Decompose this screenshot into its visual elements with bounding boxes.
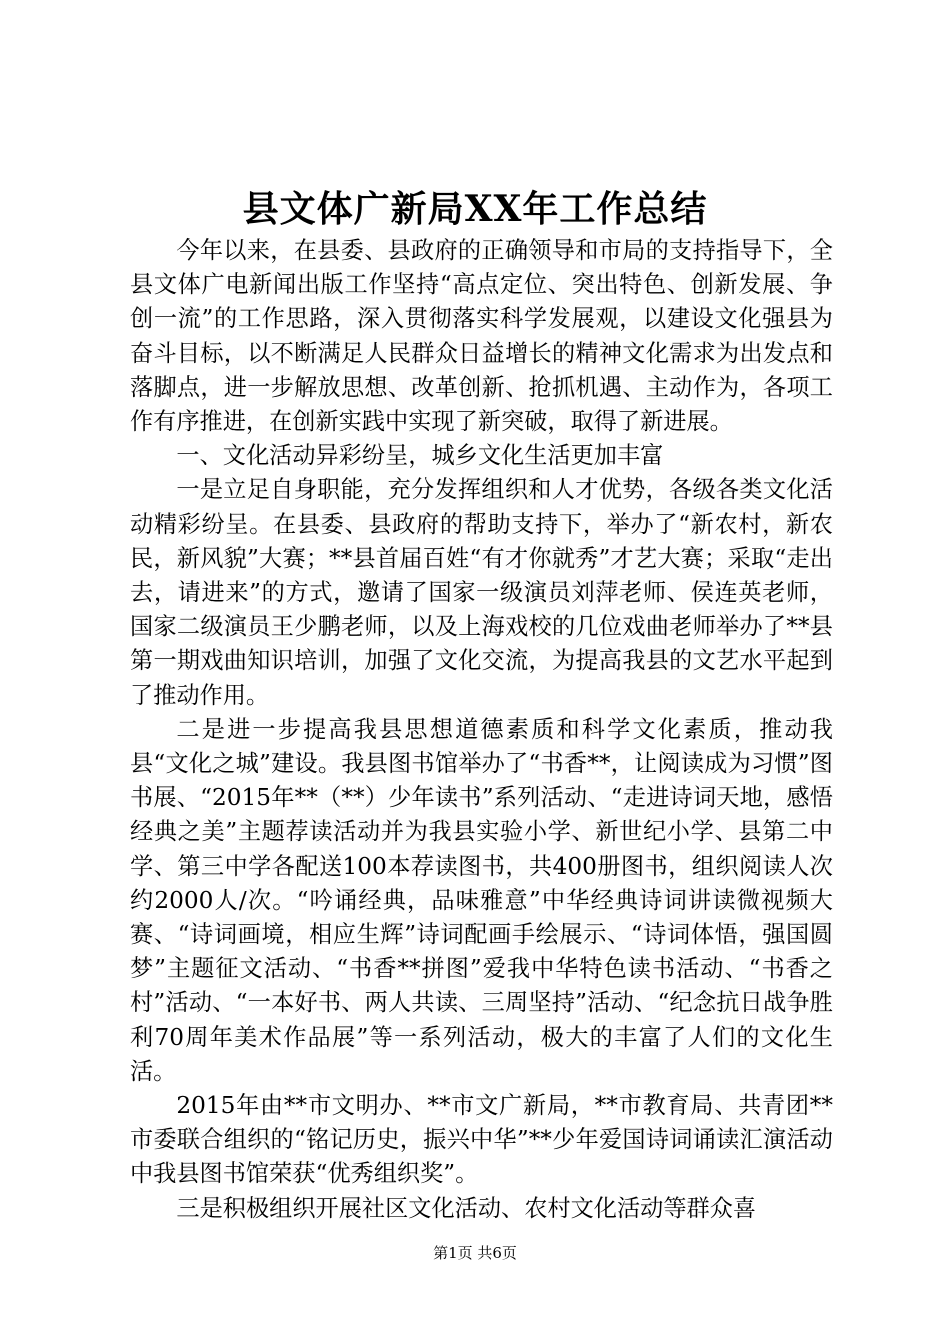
document-body: [130, 234, 833, 1226]
paragraph-item-two: 二是进一步提高我县思想道德素质和科学文化素质，推动我县“文化之城”建设。我县图书馆举办了“书香**，让阅读成为习惯”图书展、“2015年**（**）少年读书”系列活动、“走进诗词天地，感悟经典之美”主题荐读活动并为我县实验小学、新世纪小学、县第二中学、第三中学各配送100本荐读图书，共400册图书，组织阅读人次约2000人/次。“吟诵经典，品味雅意”中华经典诗词讲读微视频大赛、“诗词画境，相应生辉”诗词配画手绘展示、“诗词体悟，强国圆梦”主题征文活动、“书香**拼图”爱我中华特色读书活动、“书香之村”活动、“一本好书、两人共读、三周坚持”活动、“纪念抗日战争胜利70周年美术作品展”等一系列活动，极大的丰富了人们的文化生活。: [130, 715, 833, 1085]
page-footer: 第1页 共6页: [433, 1244, 517, 1262]
intro-paragraph: 今年以来，在县委、县政府的正确领导和市局的支持指导下，全县文体广电新闻出版工作坚持“高点定位、突出特色、创新发展、争创一流”的工作思路，深入贯彻落实科学发展观，以建设文化强县为奋斗目标，以不断满足人民群众日益增长的精神文化需求为出发点和落脚点，进一步解放思想、改革创新、抢抓机遇、主动作为，各项工作有序推进，在创新实践中实现了新突破，取得了新进展。: [130, 237, 833, 436]
document-title: 县文体广新局XX年工作总结: [242, 188, 708, 230]
section-heading: 一、文化活动异彩纷呈，城乡文化生活更加丰富: [176, 442, 664, 470]
paragraph-item-one: 一是立足自身职能，充分发挥组织和人才优势，各级各类文化活动精彩纷呈。在县委、县政府的帮助支持下，举办了“新农村，新农民，新风貌”大赛；**县首届百姓“有才你就秀”才艺大赛；采取“走出去，请进来”的方式，邀请了国家一级演员刘萍老师、侯连英老师，国家二级演员王少鹏老师，以及上海戏校的几位戏曲老师举办了**县第一期戏曲知识培训，加强了文化交流，为提高我县的文艺水平起到了推动作用。: [130, 476, 833, 709]
paragraph-item-three: 三是积极组织开展社区文化活动、农村文化活动等群众喜: [176, 1194, 757, 1222]
paragraph-award: 2015年由**市文明办、**市文广新局，**市教育局、共青团**市委联合组织的“铭记历史，振兴中华”**少年爱国诗词诵读汇演活动中我县图书馆荣获“优秀组织奖”。: [130, 1092, 833, 1188]
